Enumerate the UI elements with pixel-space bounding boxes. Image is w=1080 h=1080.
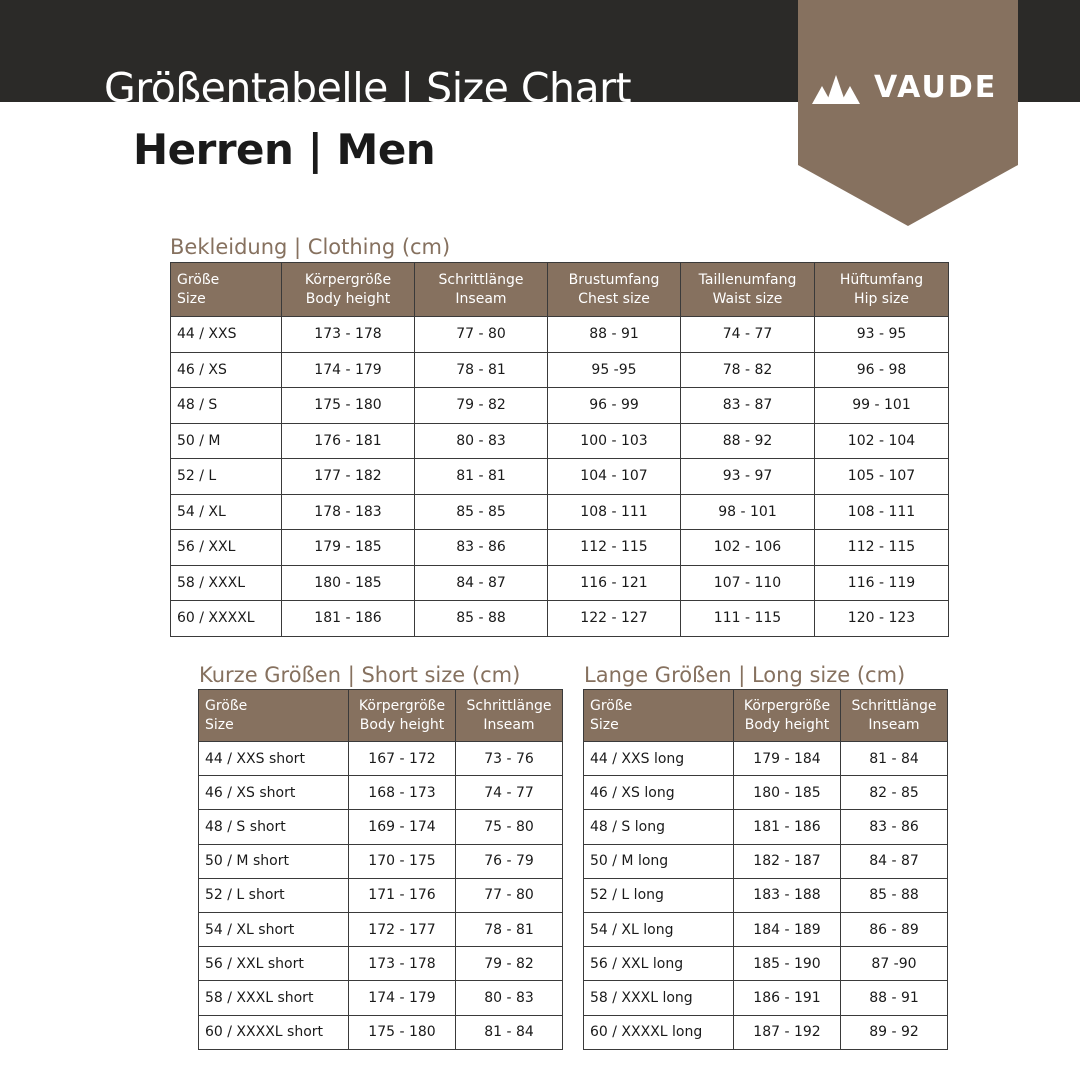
measurement-cell: 108 - 111 [815,494,949,530]
vaude-logo-icon [812,72,860,106]
measurement-cell: 108 - 111 [548,494,681,530]
column-header [841,690,948,742]
measurement-cell: 178 - 183 [282,494,415,530]
measurement-cell: 105 - 107 [815,459,949,495]
measurement-cell: 93 - 95 [815,317,949,353]
size-cell: 48 / S short [199,810,349,844]
table-row [199,776,563,810]
measurement-cell: 99 - 101 [815,388,949,424]
measurement-cell: 78 - 81 [456,912,563,946]
table-row [171,388,949,424]
table-row [199,912,563,946]
measurement-cell: 87 -90 [841,947,948,981]
measurement-cell: 96 - 99 [548,388,681,424]
column-header-de: Größe [590,697,633,714]
page-subtitle: Herren | Men [133,125,436,174]
measurement-cell: 168 - 173 [349,776,456,810]
measurement-cell: 98 - 101 [681,494,815,530]
measurement-cell: 175 - 180 [349,1015,456,1049]
table-row [199,878,563,912]
measurement-cell: 84 - 87 [841,844,948,878]
measurement-cell: 181 - 186 [282,601,415,637]
size-cell: 52 / L [171,459,282,495]
column-header [282,263,415,317]
column-header [349,690,456,742]
size-cell: 60 / XXXXL [171,601,282,637]
measurement-cell: 81 - 84 [456,1015,563,1049]
short-section-title: Kurze Größen | Short size (cm) [199,663,521,687]
table-row [171,317,949,353]
column-header-de: Brustumfang [568,271,660,288]
table-row [171,565,949,601]
size-cell: 54 / XL long [584,912,734,946]
short-size-table [198,689,563,1050]
column-header-en: Size [205,716,234,733]
table-row [199,981,563,1015]
measurement-cell: 83 - 87 [681,388,815,424]
size-cell: 44 / XXS short [199,742,349,776]
measurement-cell: 84 - 87 [415,565,548,601]
measurement-cell: 86 - 89 [841,912,948,946]
table-row [171,601,949,637]
measurement-cell: 186 - 191 [734,981,841,1015]
measurement-cell: 80 - 83 [415,423,548,459]
column-header-de: Körpergröße [358,697,446,714]
measurement-cell: 74 - 77 [681,317,815,353]
clothing-section-title: Bekleidung | Clothing (cm) [170,235,451,259]
measurement-cell: 177 - 182 [282,459,415,495]
table-row [584,947,948,981]
clothing-size-table [170,262,949,637]
table-row [171,459,949,495]
measurement-cell: 116 - 119 [815,565,949,601]
page-title: Größentabelle | Size Chart [104,64,632,112]
column-header [734,690,841,742]
measurement-cell: 107 - 110 [681,565,815,601]
measurement-cell: 116 - 121 [548,565,681,601]
long-section-title: Lange Größen | Long size (cm) [584,663,906,687]
measurement-cell: 80 - 83 [456,981,563,1015]
measurement-cell: 85 - 88 [841,878,948,912]
column-header-en: Waist size [712,290,783,307]
column-header-en: Hip size [854,290,909,307]
measurement-cell: 184 - 189 [734,912,841,946]
size-cell: 54 / XL [171,494,282,530]
measurement-cell: 185 - 190 [734,947,841,981]
measurement-cell: 175 - 180 [282,388,415,424]
measurement-cell: 179 - 184 [734,742,841,776]
measurement-cell: 180 - 185 [282,565,415,601]
table-row [584,776,948,810]
table-row [584,912,948,946]
table-row [584,742,948,776]
measurement-cell: 181 - 186 [734,810,841,844]
measurement-cell: 74 - 77 [456,776,563,810]
measurement-cell: 102 - 106 [681,530,815,566]
measurement-cell: 176 - 181 [282,423,415,459]
measurement-cell: 79 - 82 [415,388,548,424]
size-cell: 58 / XXXL short [199,981,349,1015]
size-cell: 46 / XS short [199,776,349,810]
measurement-cell: 78 - 82 [681,352,815,388]
size-cell: 54 / XL short [199,912,349,946]
size-cell: 44 / XXS long [584,742,734,776]
measurement-cell: 111 - 115 [681,601,815,637]
table-row [584,810,948,844]
measurement-cell: 187 - 192 [734,1015,841,1049]
measurement-cell: 81 - 81 [415,459,548,495]
measurement-cell: 77 - 80 [415,317,548,353]
measurement-cell: 167 - 172 [349,742,456,776]
size-cell: 44 / XXS [171,317,282,353]
table-row [199,742,563,776]
size-cell: 58 / XXXL long [584,981,734,1015]
size-cell: 56 / XXL short [199,947,349,981]
table-row [199,810,563,844]
column-header [584,690,734,742]
brand-pennant [798,0,1018,226]
column-header-en: Body height [744,716,830,733]
column-header [548,263,681,317]
measurement-cell: 95 -95 [548,352,681,388]
column-header [171,263,282,317]
size-cell: 48 / S [171,388,282,424]
measurement-cell: 75 - 80 [456,810,563,844]
table-row [584,1015,948,1049]
column-header-en: Chest size [578,290,650,307]
measurement-cell: 85 - 88 [415,601,548,637]
column-header [681,263,815,317]
table-header-row [199,690,563,742]
table-row [584,878,948,912]
measurement-cell: 174 - 179 [282,352,415,388]
measurement-cell: 89 - 92 [841,1015,948,1049]
measurement-cell: 78 - 81 [415,352,548,388]
size-cell: 50 / M short [199,844,349,878]
column-header [456,690,563,742]
size-cell: 56 / XXL [171,530,282,566]
measurement-cell: 179 - 185 [282,530,415,566]
table-row [199,947,563,981]
table-row [171,494,949,530]
measurement-cell: 112 - 115 [548,530,681,566]
column-header [415,263,548,317]
size-cell: 58 / XXXL [171,565,282,601]
measurement-cell: 81 - 84 [841,742,948,776]
measurement-cell: 79 - 82 [456,947,563,981]
measurement-cell: 85 - 85 [415,494,548,530]
measurement-cell: 104 - 107 [548,459,681,495]
measurement-cell: 180 - 185 [734,776,841,810]
column-header-de: Körpergröße [743,697,831,714]
column-header-de: Körpergröße [304,271,392,288]
measurement-cell: 100 - 103 [548,423,681,459]
measurement-cell: 120 - 123 [815,601,949,637]
measurement-cell: 88 - 91 [548,317,681,353]
column-header-en: Size [177,290,206,307]
measurement-cell: 76 - 79 [456,844,563,878]
measurement-cell: 172 - 177 [349,912,456,946]
size-cell: 48 / S long [584,810,734,844]
measurement-cell: 173 - 178 [349,947,456,981]
table-row [199,844,563,878]
column-header-en: Inseam [483,716,535,733]
column-header-en: Inseam [455,290,507,307]
table-row [584,981,948,1015]
table-row [199,1015,563,1049]
measurement-cell: 83 - 86 [415,530,548,566]
measurement-cell: 112 - 115 [815,530,949,566]
size-cell: 56 / XXL long [584,947,734,981]
measurement-cell: 73 - 76 [456,742,563,776]
column-header-en: Body height [305,290,391,307]
measurement-cell: 169 - 174 [349,810,456,844]
size-cell: 50 / M [171,423,282,459]
size-cell: 50 / M long [584,844,734,878]
column-header-de: Größe [177,271,220,288]
table-header-row [584,690,948,742]
measurement-cell: 173 - 178 [282,317,415,353]
measurement-cell: 77 - 80 [456,878,563,912]
column-header [815,263,949,317]
column-header-de: Schrittlänge [466,697,552,714]
column-header-de: Taillenumfang [698,271,797,288]
measurement-cell: 96 - 98 [815,352,949,388]
column-header-de: Größe [205,697,248,714]
column-header [199,690,349,742]
table-row [171,530,949,566]
size-cell: 46 / XS [171,352,282,388]
measurement-cell: 183 - 188 [734,878,841,912]
column-header-en: Inseam [868,716,920,733]
brand-name: VAUDE [874,70,998,105]
measurement-cell: 88 - 91 [841,981,948,1015]
column-header-de: Hüftumfang [839,271,924,288]
table-row [584,844,948,878]
measurement-cell: 171 - 176 [349,878,456,912]
table-header-row [171,263,949,317]
size-cell: 52 / L short [199,878,349,912]
measurement-cell: 93 - 97 [681,459,815,495]
size-cell: 60 / XXXXL long [584,1015,734,1049]
measurement-cell: 102 - 104 [815,423,949,459]
size-cell: 46 / XS long [584,776,734,810]
table-row [171,352,949,388]
measurement-cell: 174 - 179 [349,981,456,1015]
measurement-cell: 83 - 86 [841,810,948,844]
measurement-cell: 182 - 187 [734,844,841,878]
column-header-de: Schrittlänge [851,697,937,714]
size-cell: 52 / L long [584,878,734,912]
column-header-en: Body height [359,716,445,733]
measurement-cell: 82 - 85 [841,776,948,810]
size-cell: 60 / XXXXL short [199,1015,349,1049]
measurement-cell: 170 - 175 [349,844,456,878]
table-row [171,423,949,459]
column-header-de: Schrittlänge [438,271,524,288]
measurement-cell: 122 - 127 [548,601,681,637]
long-size-table [583,689,948,1050]
column-header-en: Size [590,716,619,733]
measurement-cell: 88 - 92 [681,423,815,459]
